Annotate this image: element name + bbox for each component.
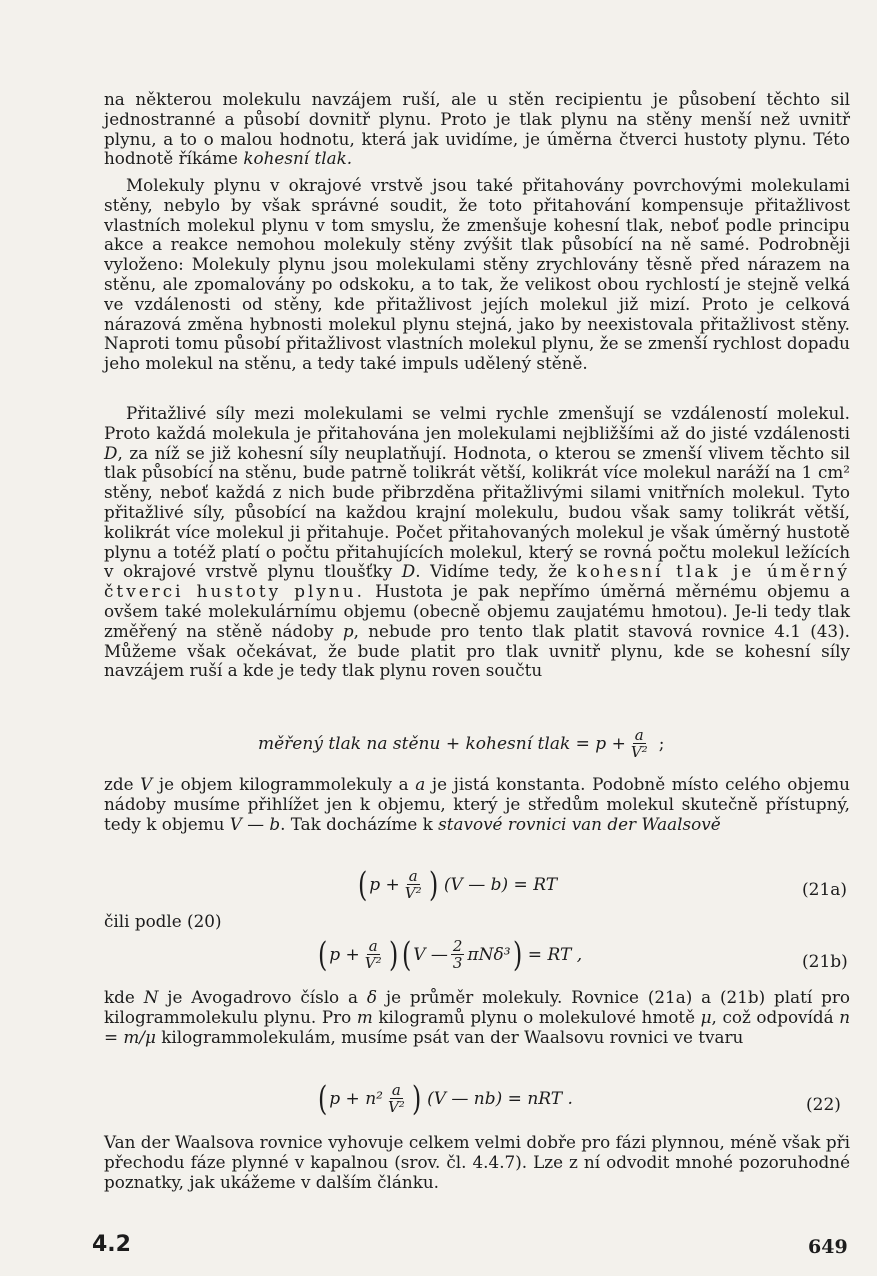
paragraph-text: . Vidíme tedy, že — [415, 561, 568, 582]
equation-text: = RT , — [527, 945, 583, 965]
paragraph-text: . Tak docházíme k — [280, 813, 433, 834]
equation-intro-label: čili podle (20) — [104, 911, 222, 931]
paragraph-text: je jistá konstanta. Podobně místo celého objemu nádoby musíme přihlížet jen k objemu, který je středům molekul skutečně přístupný, tedy k objemu — [104, 774, 850, 834]
equation-text: p + — [329, 945, 360, 965]
paragraph-text: kilogrammolekulám, musíme psát van der Waalsovu rovnici ve tvaru — [161, 1026, 744, 1047]
equation-number-21b: (21b) — [802, 952, 848, 972]
paren-close: ) — [388, 935, 398, 975]
equation-number-22: (22) — [806, 1095, 841, 1115]
equation-text: měřený tlak na stěnu + kohesní tlak = p + — [258, 734, 626, 754]
paragraph-text: Molekuly plynu v okrajové vrstvě jsou také přitahovány povrchovými molekulami stěny, nebylo by však správné soudit, že toto přitahování kompensuje přitažlivost vlastních molekul plynu v tom smyslu, že zmenšuje kohesní tlak, neboť podle principu akce a reakce nemohou molekuly stěny zvýšit tlak působící na ně samé. Podrobněji vyloženo: Molekuly plynu jsou molekulami stěny zrychlovány těsně před nárazem na stěnu, ale zpomalovány po odskoku, a to tak, že velikost obou rychlostí je stejně velká ve vzdálenosti od stěny, kde přitažlivost jejích molekul již mizí. Proto je celková nárazová změna hybnosti molekul plynu stejná, jako by neexistovala přitažlivost stěny. Naproti tomu působí přitažlivost vlastních molekul plynu, že se zmenší rychlost dopadu jeho molekul na stěnu, a tedy také impuls udělený stěně. — [104, 175, 850, 374]
spaced-emphasis: kohesní tlak je úměrný čtverci hustoty plynu. — [104, 561, 850, 602]
paren-open: ( — [317, 935, 328, 975]
symbol-D: D — [104, 442, 118, 463]
symbol-V: V — [140, 774, 153, 794]
symbol-a: a — [415, 774, 426, 794]
symbol-D: D — [401, 561, 416, 582]
symbol-m: m — [356, 1006, 373, 1027]
equation-number-21a: (21a) — [802, 880, 848, 900]
equation-text: (V — nb) = nRT . — [427, 1089, 573, 1109]
paragraph-wall-attraction — [104, 176, 850, 374]
equation-text: p + n² — [329, 1089, 383, 1109]
paragraph-text: zde — [104, 774, 134, 794]
fraction-a-over-V2: $\frac{a}{\text{V²}}$ — [404, 867, 422, 902]
equation-text: πNδ³ — [467, 945, 511, 965]
equation-text: ; — [658, 734, 665, 754]
equation-text: V — — [413, 945, 448, 965]
symbol-N: N — [143, 987, 159, 1007]
paragraph-text: , za níž se již kohesní síly neuplatňují. Hodnota, o kterou se zmenší vlivem těchto sil tlak působící na stěnu, bude patrně tolikrát větší, kolikrát více molekul naráží na 1 cm² stěny, neboť každá z nich bude přibrzděna přitažlivými silami vnitřních molekul. Tyto přitažlivé síly, působící na každou krajní molekulu, budou však samy tolikrát větší, kolikrát více molekul ji přitahuje. Počet přitahovaných molekul je však úměrný hustotě plynu a totéž platí o počtu přitahujících molekul, který se rovná počtu molekul ležících v okrajové vrstvě plynu tloušťky — [104, 442, 850, 582]
paragraph-text: Přitažlivé síly mezi molekulami se velmi rychle zmenšují se vzdáleností molekul. Proto každá molekula je přitahována jen molekulami nejbližšími až do jisté vzdálenosti — [104, 403, 850, 443]
paren-close: ) — [428, 865, 438, 905]
equation-text: (V — b) = RT — [443, 875, 558, 895]
paragraph-conclusion — [104, 1133, 850, 1192]
equation-text: p + — [369, 875, 400, 895]
paragraph-cohesion-intro — [104, 90, 850, 169]
paren-close: ) — [411, 1079, 422, 1119]
paragraph-text: kde — [104, 987, 135, 1007]
equation-21a — [356, 865, 558, 905]
paragraph-attractive-forces — [104, 404, 850, 681]
paragraph-avogadro — [104, 988, 850, 1047]
paragraph-text: , což odpovídá — [711, 1006, 834, 1027]
term-cohesive-pressure: kohesní tlak. — [243, 148, 353, 169]
section-number: 4.2 — [92, 1232, 131, 1257]
term-van-der-waals-equation: stavové rovnici van der Waalsově — [438, 813, 721, 834]
paren-open: ( — [357, 865, 368, 905]
symbol-mu: μ — [700, 1006, 712, 1027]
symbol-n-equals: n = m/μ — [104, 1006, 851, 1047]
symbol-V-minus-b: V — b — [229, 813, 281, 834]
paren-close: ) — [512, 935, 522, 975]
paragraph-text: Hustota je pak nepřímo úměrná měrnému objemu a ovšem také molekulárnímu objemu (obecně objemu zaujatému hmotou). Je-li tedy tlak změřený na stěně nádoby — [104, 581, 850, 641]
symbol-delta: δ — [366, 987, 377, 1007]
paragraph-text: je Avogadrovo číslo a — [167, 987, 359, 1007]
paragraph-text: na některou molekulu navzájem ruší, ale u stěn recipientu je působení těchto sil jednostranné a působí dovnitř plynu. Proto je tlak plynu na stěny menší než uvnitř plynu, a to o malou hodnotu, která jak uvidíme, je úměrna čtverci hustoty plynu. Této hodnotě říkáme — [104, 89, 850, 169]
paren-open: ( — [401, 935, 412, 975]
paragraph-text: , nebude pro tento tlak platit stavová rovnice 4.1 (43). Můžeme však očekávat, že bude platit pro tlak uvnitř plynu, kde se kohesní síly navzájem ruší a kde je tedy tlak plynu roven součtu — [104, 620, 850, 681]
equation-21b — [316, 935, 583, 975]
paragraph-text: je objem kilogrammolekuly a — [158, 774, 409, 794]
paragraph-van-der-waals-intro — [104, 775, 850, 834]
paragraph-text: je průměr molekuly. Rovnice (21a) a (21b) platí pro kilogrammolekulu plynu. Pro — [104, 987, 850, 1027]
paragraph-text: Van der Waalsova rovnice vyhovuje celkem velmi dobře pro fázi plynnou, méně však při přechodu fáze plynné v kapalnou (srov. čl. 4.4.7). Lze z ní odvodit mnohé pozoruhodné poznatky, jak ukážeme v dalším článku. — [104, 1132, 850, 1192]
fraction-a-over-V2: $\frac{a}{\text{V²}}$ — [630, 726, 648, 761]
equation-pressure-sum — [258, 728, 664, 760]
fraction-a-over-V2: $\frac{a}{\text{V²}}$ — [364, 937, 382, 972]
fraction-a-over-V2: $\frac{a}{\text{V²}}$ — [387, 1081, 405, 1116]
equation-22 — [316, 1079, 573, 1119]
fraction-two-thirds: $\frac{2}{3}$ — [452, 937, 463, 972]
page-number: 649 — [808, 1236, 848, 1258]
symbol-p: p — [342, 620, 354, 641]
paragraph-text: kilogramů plynu o molekulové hmotě — [378, 1006, 696, 1027]
paren-open: ( — [317, 1079, 328, 1119]
